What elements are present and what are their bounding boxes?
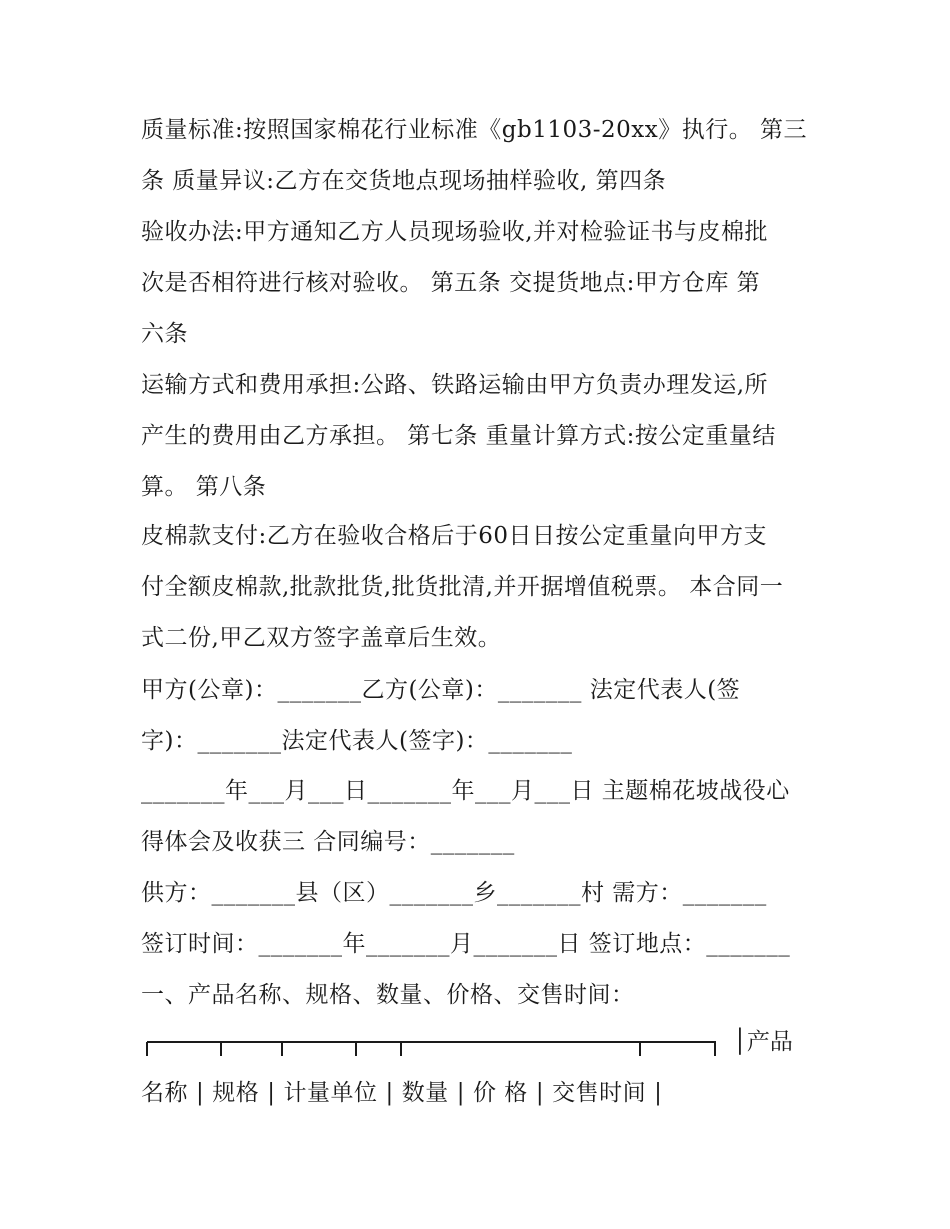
table-header-tail: │产品 (733, 1029, 793, 1055)
text-line: 供方：_______县（区）_______乡_______村 需方：_______ (141, 880, 767, 906)
text-line: 条 质量异议:乙方在交货地点现场抽样验收, 第四条 (141, 168, 667, 194)
text-line: 算。 第八条 (141, 474, 267, 500)
table-header-row: 名称 | 规格 | 计量单位 | 数量 | 价 格 | 交售时间 | (141, 1080, 663, 1106)
table-top-rule (146, 1040, 717, 1056)
text-line: _______年___月___日_______年___月___日 主题棉花坡战役心 (141, 778, 790, 804)
text-line: 验收办法:甲方通知乙方人员现场验收,并对检验证书与皮棉批 (141, 219, 769, 245)
text-line: 六条 (141, 321, 188, 347)
table-column-header: 计量单位 (283, 1080, 378, 1106)
text-line: 式二份,甲乙双方签字盖章后生效。 (141, 625, 502, 651)
text-line: 字)：_______法定代表人(签字)：_______ (141, 728, 573, 754)
text-line: 得体会及收获三 合同编号：_______ (141, 829, 515, 855)
table-column-header: 数量 (401, 1080, 449, 1106)
text-line: 付全额皮棉款,批款批货,批货批清,并开据增值税票。 本合同一 (141, 574, 784, 600)
text-line: 一、产品名称、规格、数量、价格、交售时间： (141, 982, 635, 1008)
text-line: 甲方(公章)：_______乙方(公章)：_______ 法定代表人(签 (141, 677, 741, 703)
table-column-header: 价 格 (473, 1080, 528, 1106)
table-column-header: 规格 (212, 1080, 260, 1106)
table-column-header: 名称 (141, 1080, 188, 1106)
text-line: 皮棉款支付:乙方在验收合格后于60日日按公定重量向甲方支 (141, 523, 768, 549)
text-line: 签订时间：_______年_______月_______日 签订地点：_______ (141, 931, 791, 957)
text-line: 运输方式和费用承担:公路、铁路运输由甲方负责办理发运,所 (141, 372, 769, 398)
text-line: 次是否相符进行核对验收。 第五条 交提货地点:甲方仓库 第 (141, 270, 761, 296)
text-line: 产生的费用由乙方承担。 第七条 重量计算方式:按公定重量结 (141, 423, 776, 449)
table-column-header: 交售时间 (552, 1080, 647, 1106)
text-line: 质量标准:按照国家棉花行业标准《gb1103-20xx》执行。 第三 (141, 117, 808, 143)
